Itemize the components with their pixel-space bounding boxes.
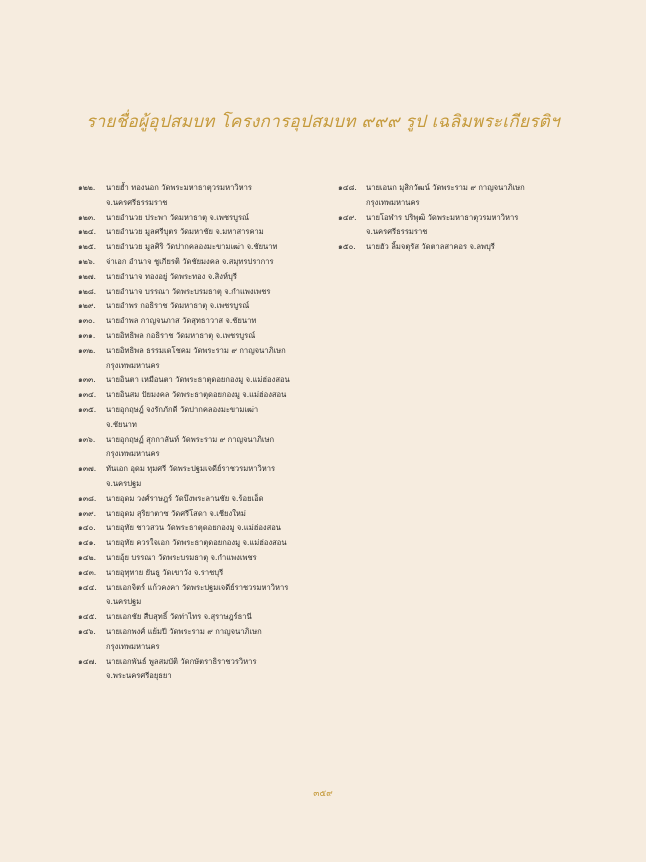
list-item bbox=[78, 225, 340, 240]
entry-text: นายฮัว ลิ้มจตุรัส วัดตาลสาคอร จ.ลพบุรี bbox=[366, 242, 495, 252]
list-item bbox=[78, 536, 340, 551]
entry-number: ๑๓๓. bbox=[78, 375, 96, 385]
list-item bbox=[78, 655, 340, 670]
entry-text: นายอุทัย ควรใจเอก วัดพระธาตุดอยกองมู จ.แม่ฮ่องสอน bbox=[106, 538, 287, 548]
list-item bbox=[78, 492, 340, 507]
entry-number: ๑๒๘. bbox=[78, 286, 97, 296]
list-item bbox=[78, 433, 340, 448]
left-column bbox=[78, 181, 340, 684]
entry-text: นายอำนวย มูลศิริ วัดปากคลองมะขามเฒ่า จ.ชัยนาท bbox=[106, 242, 278, 252]
entry-text: นายเอนก มุสิกวัฒน์ วัดพระราม ๙ กาญจนาภิเษก bbox=[366, 183, 525, 192]
entry-number: ๑๔๖. bbox=[78, 626, 96, 636]
entry-number: ๑๔๙. bbox=[338, 212, 357, 222]
entry-text: นายอำพล กาญจนภาส วัดสุทธาวาส จ.ชัยนาท bbox=[106, 316, 257, 326]
list-item bbox=[78, 181, 340, 196]
entry-number: ๑๓๗. bbox=[78, 464, 97, 474]
entry-text: นายอำนวย มูลศรีบุตร วัดมหาชัย จ.มหาสารคาม bbox=[106, 227, 264, 237]
entry-text: นายอุดม วงศ์ราษฎร์ วัดบึงพระลานชัย จ.ร้อยเอ็ด bbox=[106, 493, 264, 503]
entry-text: นายโอฬาร ปริพุฒิ วัดพระมหาธาตุวรมหาวิหาร bbox=[366, 212, 519, 222]
entry-number: ๑๓๘. bbox=[78, 493, 97, 503]
entry-continuation: จ.นครปฐม bbox=[106, 597, 142, 607]
entry-text: ทันเอก อุดม ทุมศรี วัดพระปฐมเจดีย์ราชวรมหาวิหาร bbox=[106, 464, 276, 474]
list-item bbox=[78, 507, 340, 522]
list-item bbox=[78, 329, 340, 344]
entry-text: นายอำนวย ประพา วัดมหาธาตุ จ.เพชรบูรณ์ bbox=[106, 212, 250, 222]
entry-number: ๑๓๒. bbox=[78, 345, 96, 355]
entry-number: ๑๒๙. bbox=[78, 301, 96, 311]
entry-text: นายอุกฤษฏ์ สุกกาลันท์ วัดพระราม ๙ กาญจนาภิเษก bbox=[106, 434, 275, 444]
entry-number: ๑๒๒. bbox=[78, 183, 96, 192]
entry-number: ๑๔๐. bbox=[78, 523, 96, 533]
entry-number: ๑๒๔. bbox=[78, 227, 96, 237]
entry-number: ๑๔๗. bbox=[78, 656, 97, 666]
entry-text: นายเอกจิตร์ แก้วคงคา วัดพระปฐมเจดีย์ราชวรมหาวิหาร bbox=[106, 582, 289, 592]
entry-number: ๑๔๘. bbox=[338, 183, 357, 192]
entry-number: ๑๓๔. bbox=[78, 390, 97, 400]
entry-continuation: จ.นครปฐม bbox=[106, 478, 142, 488]
entry-number: ๑๒๖. bbox=[78, 256, 96, 266]
entry-text: นายอุดม สุริยาตาซ วัดศรีโสดา จ.เชียงใหม่ bbox=[106, 508, 246, 518]
entry-text: นายอุทัย ชาวสวน วัดพระธาตุดอยกองมู จ.แม่ฮ่องสอน bbox=[106, 523, 281, 533]
entry-continuation: กรุงเทพมหานคร bbox=[106, 360, 160, 370]
list-item bbox=[78, 551, 340, 566]
entry-text: จ่าเอก อำนาจ ชูเกียรติ วัดชัยมงคล จ.สมุทรปราการ bbox=[106, 256, 274, 266]
page-number: ๓๕๙ bbox=[313, 789, 333, 799]
list-item bbox=[338, 211, 588, 226]
entry-number: ๑๔๑. bbox=[78, 538, 96, 548]
entry-text: นายอิทธิพล ธรรมเดโชคม วัดพระราม ๙ กาญจนาภิเษก bbox=[106, 345, 286, 355]
list-item bbox=[338, 240, 588, 255]
right-column bbox=[338, 181, 588, 255]
entry-continuation: กรุงเทพมหานคร bbox=[366, 197, 420, 207]
entry-number: ๑๓๕. bbox=[78, 404, 97, 414]
entry-continuation: จ.นครศรีธรรมราช bbox=[106, 197, 168, 207]
list-item bbox=[78, 403, 340, 418]
list-item bbox=[78, 388, 340, 403]
list-item bbox=[78, 462, 340, 477]
entry-continuation: จ.นครศรีธรรมราช bbox=[366, 227, 428, 237]
list-item bbox=[78, 344, 340, 359]
entry-number: ๑๓๑. bbox=[78, 330, 96, 340]
entry-continuation: จ.พระนครศรีอยุธยา bbox=[106, 671, 172, 681]
entry-text: นายอินตา เหมือนตา วัดพระธาตุดอยกองมู จ.แม่ฮ่องสอน bbox=[106, 375, 290, 385]
entry-text: นายอุ้ย บรรณา วัดพระบรมธาตุ จ.กำแพงเพชร bbox=[106, 552, 257, 562]
entry-text: นายอำพร กอธิราช วัดมหาธาตุ จ.เพชรบูรณ์ bbox=[106, 301, 250, 311]
entry-number: ๑๓๐. bbox=[78, 316, 96, 326]
entry-text: นายเอกพงศ์ แย้มปี วัดพระราม ๙ กาญจนาภิเษก bbox=[106, 626, 262, 636]
list-item bbox=[78, 521, 340, 536]
entry-number: ๑๒๗. bbox=[78, 271, 96, 281]
entry-text: นายฮ้ำ ทองนอก วัดพระมหาธาตุวรมหาวิหาร bbox=[106, 183, 252, 192]
entry-number: ๑๓๖. bbox=[78, 434, 96, 444]
entry-text: นายอุทุทาย ยันธู วัดเขาวัง จ.ราชบุรี bbox=[106, 567, 224, 577]
list-item bbox=[78, 240, 340, 255]
list-item bbox=[78, 314, 340, 329]
entry-number: ๑๒๕. bbox=[78, 242, 96, 252]
list-item bbox=[78, 625, 340, 640]
entry-number: ๑๒๓. bbox=[78, 212, 96, 222]
list-item bbox=[78, 270, 340, 285]
entry-number: ๑๔๒. bbox=[78, 552, 96, 562]
list-item bbox=[78, 566, 340, 581]
entry-continuation: กรุงเทพมหานคร bbox=[106, 449, 160, 459]
list-item bbox=[338, 181, 588, 196]
list-item bbox=[78, 285, 340, 300]
list-item bbox=[78, 255, 340, 270]
entry-text: นายอำนาจ ทองอยู่ วัดพระทอง จ.สิงห์บุรี bbox=[106, 271, 237, 281]
list-item bbox=[78, 610, 340, 625]
entry-continuation: กรุงเทพมหานคร bbox=[106, 641, 160, 651]
entry-number: ๑๕๐. bbox=[338, 242, 356, 252]
entry-number: ๑๔๕. bbox=[78, 612, 97, 622]
entry-text: นายอิทธิพล กอธิราช วัดมหาธาตุ จ.เพชรบูรณ์ bbox=[106, 330, 256, 340]
entry-text: นายอำนาจ บรรณา วัดพระบรมธาตุ จ.กำแพงเพชร bbox=[106, 286, 271, 296]
entry-number: ๑๔๓. bbox=[78, 567, 97, 577]
entry-text: นายอินสม ปัยมงคล วัดพระธาตุดอยกองมู จ.แม่ฮ่องสอน bbox=[106, 390, 287, 400]
entry-text: นายเอกชัย สืบสุทธิ์ วัดท่าไทร จ.สุราษฎร์ธานี bbox=[106, 612, 252, 622]
list-item bbox=[78, 211, 340, 226]
entry-continuation: จ.ชัยนาท bbox=[106, 419, 137, 429]
entry-text: นายอุกฤษฎ์ จงรักภักดี วัดปากคลองมะขามเฒ่า bbox=[106, 404, 259, 414]
entry-text: นายเอกพันธ์ พูลสมบัติ วัดกษัตราธิราชวรวิหาร bbox=[106, 656, 257, 666]
list-item bbox=[78, 299, 340, 314]
list-item bbox=[78, 373, 340, 388]
entry-number: ๑๔๔. bbox=[78, 582, 97, 592]
list-item bbox=[78, 581, 340, 596]
page-title: รายชื่อผู้อุปสมบท โครงการอุปสมบท ๙๙๙ รูป เฉลิมพระเกียรติฯ bbox=[86, 112, 560, 132]
entry-number: ๑๓๙. bbox=[78, 508, 96, 518]
